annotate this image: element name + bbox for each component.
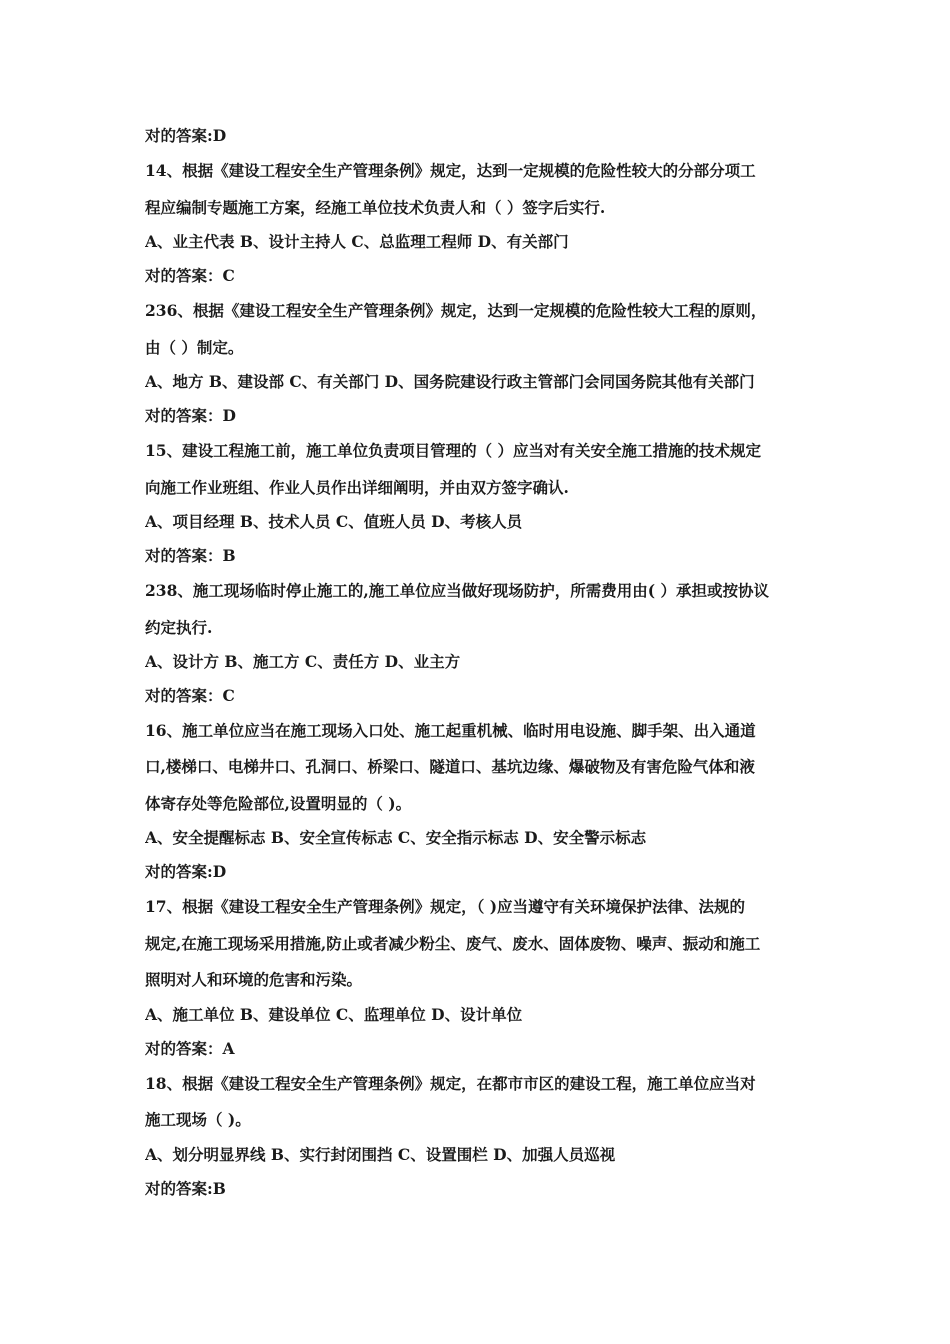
question-line: 17、根据《建设工程安全生产管理条例》规定，（ )应当遵守有关环境保护法律、法规的 <box>145 897 746 916</box>
answer-line: 对的答案：B <box>145 546 236 565</box>
question-line: 14、根据《建设工程安全生产管理条例》规定，达到一定规模的危险性较大的分部分项工 <box>145 161 756 180</box>
question-line: 向施工作业班组、作业人员作出详细阐明，并由双方签字确认. <box>145 478 569 497</box>
question-line: 体寄存处等危险部位,设置明显的（ )。 <box>145 794 412 813</box>
question-line: 18、根据《建设工程安全生产管理条例》规定，在都市市区的建设工程，施工单位应当对 <box>145 1074 756 1093</box>
question-line: 236、根据《建设工程安全生产管理条例》规定，达到一定规模的危险性较大工程的原则， <box>145 301 767 320</box>
question-line: 照明对人和环境的危害和污染。 <box>145 970 363 989</box>
answer-line: 对的答案:D <box>145 862 227 881</box>
answer-line: 对的答案：D <box>145 406 236 425</box>
options-line: A、安全提醒标志 B、安全宣传标志 C、安全指示标志 D、安全警示标志 <box>145 828 647 847</box>
answer-line: 对的答案：C <box>145 686 235 705</box>
answer-line: 对的答案：C <box>145 266 235 285</box>
options-line: A、施工单位 B、建设单位 C、监理单位 D、设计单位 <box>145 1005 523 1024</box>
answer-line: 对的答案:B <box>145 1179 226 1198</box>
question-line: 由（ ）制定。 <box>145 338 244 357</box>
question-line: 16、施工单位应当在施工现场入口处、施工起重机械、临时用电设施、脚手架、出入通道 <box>145 721 756 740</box>
question-line: 15、建设工程施工前，施工单位负责项目管理的（ ）应当对有关安全施工措施的技术规定 <box>145 441 761 460</box>
options-line: A、业主代表 B、设计主持人 C、总监理工程师 D、有关部门 <box>145 232 569 251</box>
options-line: A、地方 B、建设部 C、有关部门 D、国务院建设行政主管部门会同国务院其他有关部门 <box>145 372 755 391</box>
question-line: 口,楼梯口、电梯井口、孔洞口、桥梁口、隧道口、基坑边缘、爆破物及有害危险气体和液 <box>145 757 755 776</box>
question-line: 238、施工现场临时停止施工的,施工单位应当做好现场防护，所需费用由( ）承担或按协议 <box>145 581 769 600</box>
question-line: 规定,在施工现场采用措施,防止或者减少粉尘、废气、废水、固体废物、噪声、振动和施工 <box>145 934 761 953</box>
answer-line: 对的答案：A <box>145 1039 235 1058</box>
question-line: 约定执行. <box>145 618 213 637</box>
options-line: A、设计方 B、施工方 C、责任方 D、业主方 <box>145 652 461 671</box>
question-line: 程应编制专题施工方案，经施工单位技术负责人和（ ）签字后实行. <box>145 198 606 217</box>
answer-line: 对的答案:D <box>145 126 227 145</box>
options-line: A、划分明显界线 B、实行封闭围挡 C、设置围栏 D、加强人员巡视 <box>145 1145 616 1164</box>
question-line: 施工现场（ )。 <box>145 1110 251 1129</box>
options-line: A、项目经理 B、技术人员 C、值班人员 D、考核人员 <box>145 512 523 531</box>
